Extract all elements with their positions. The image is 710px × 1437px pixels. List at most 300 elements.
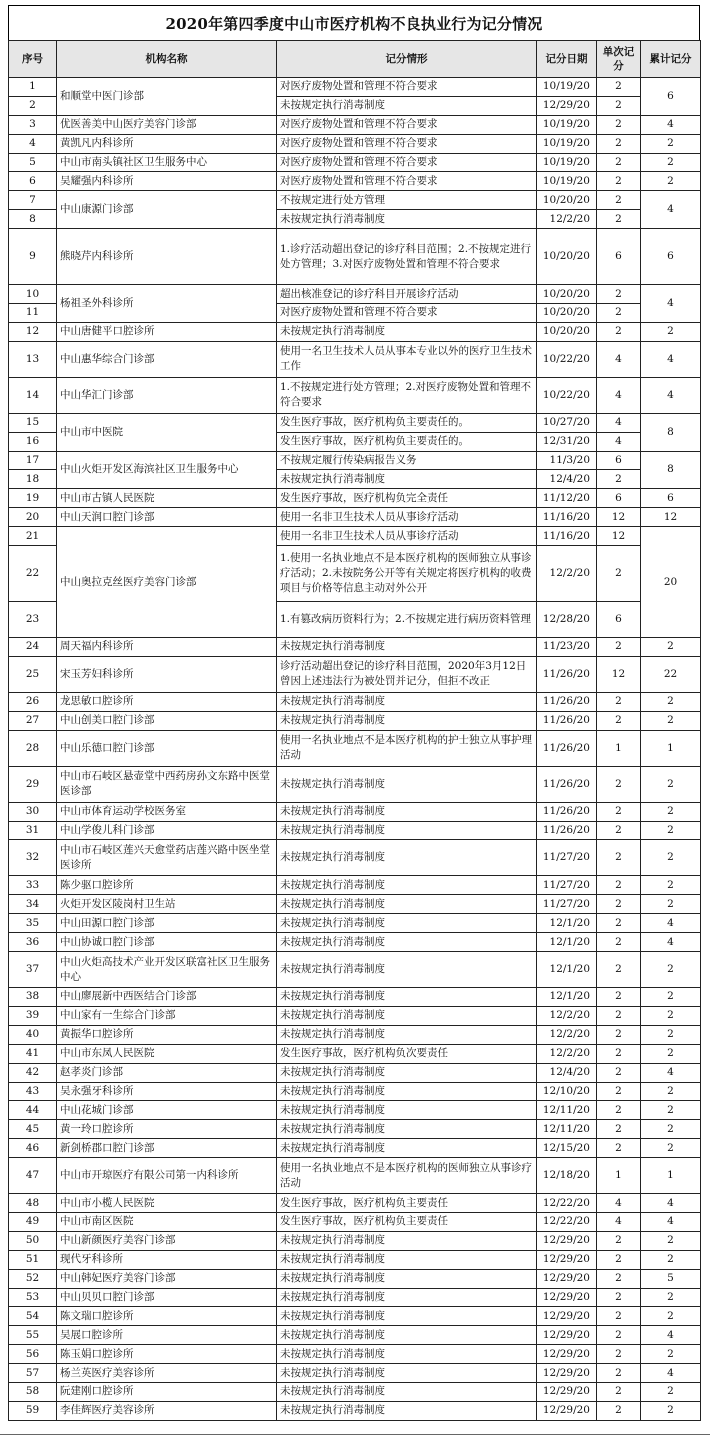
table-row	[9, 914, 701, 933]
table-row	[9, 952, 701, 988]
single-score-cell: 6	[597, 602, 641, 638]
row-number-cell: 56	[9, 1345, 57, 1364]
row-number-cell: 55	[9, 1326, 57, 1345]
violation-desc-cell: 未按规定执行消毒制度	[277, 470, 537, 489]
violation-desc-cell: 对医疗废物处置和管理不符合要求	[277, 172, 537, 191]
single-score-cell: 4	[597, 1194, 641, 1213]
table-row	[9, 489, 701, 508]
institution-name-cell: 李佳辉医疗美容诊所	[57, 1401, 277, 1420]
row-number-cell: 4	[9, 134, 57, 153]
table-row	[9, 656, 701, 692]
total-score-cell: 4	[641, 1364, 701, 1383]
score-table	[8, 40, 701, 1421]
total-score-cell: 2	[641, 766, 701, 802]
violation-desc-cell: 发生医疗事故，医疗机构负次要责任	[277, 1044, 537, 1063]
violation-desc-cell: 使用一名非卫生技术人员从事诊疗活动	[277, 527, 537, 546]
score-date-cell: 12/22/20	[537, 1194, 597, 1213]
violation-desc-cell: 未按规定执行消毒制度	[277, 1307, 537, 1326]
table-row	[9, 1231, 701, 1250]
violation-desc-cell: 未按规定执行消毒制度	[277, 821, 537, 840]
row-number-cell: 51	[9, 1250, 57, 1269]
score-date-cell: 12/28/20	[537, 602, 597, 638]
score-date-cell: 11/26/20	[537, 766, 597, 802]
total-score-cell: 2	[641, 1120, 701, 1139]
single-score-cell: 4	[597, 341, 641, 377]
row-number-cell: 30	[9, 802, 57, 821]
violation-desc-cell: 未按规定执行消毒制度	[277, 766, 537, 802]
single-score-cell: 12	[597, 656, 641, 692]
score-date-cell: 10/19/20	[537, 78, 597, 97]
table-row	[9, 1250, 701, 1269]
score-date-cell: 12/2/20	[537, 1006, 597, 1025]
institution-name-cell: 中山天润口腔门诊部	[57, 508, 277, 527]
single-score-cell: 1	[597, 730, 641, 766]
total-score-cell: 8	[641, 413, 701, 451]
institution-name-cell: 中山市开琼医疗有限公司第一内科诊所	[57, 1158, 277, 1194]
total-score-cell: 8	[641, 451, 701, 489]
single-score-cell: 4	[597, 413, 641, 432]
row-number-cell: 24	[9, 638, 57, 657]
score-date-cell: 12/2/20	[537, 546, 597, 602]
table-row	[9, 1364, 701, 1383]
single-score-cell: 12	[597, 508, 641, 527]
institution-name-cell: 中山贝贝口腔门诊部	[57, 1288, 277, 1307]
total-score-cell: 4	[641, 285, 701, 323]
header-score: 单次记分	[597, 41, 641, 78]
institution-name-cell: 新剑桥郡口腔门诊部	[57, 1139, 277, 1158]
institution-name-cell: 和顺堂中医门诊部	[57, 78, 277, 116]
single-score-cell: 2	[597, 153, 641, 172]
single-score-cell: 2	[597, 546, 641, 602]
table-row	[9, 115, 701, 134]
table-row	[9, 1326, 701, 1345]
single-score-cell: 2	[597, 1364, 641, 1383]
single-score-cell: 2	[597, 115, 641, 134]
score-date-cell: 10/27/20	[537, 413, 597, 432]
single-score-cell: 2	[597, 692, 641, 711]
score-date-cell: 12/29/20	[537, 1326, 597, 1345]
institution-name-cell: 黄振华口腔诊所	[57, 1025, 277, 1044]
single-score-cell: 2	[597, 840, 641, 876]
single-score-cell: 2	[597, 134, 641, 153]
score-date-cell: 12/1/20	[537, 952, 597, 988]
institution-name-cell: 中山市东凤人民医院	[57, 1044, 277, 1063]
table-row	[9, 153, 701, 172]
violation-desc-cell: 未按规定执行消毒制度	[277, 1401, 537, 1420]
total-score-cell: 4	[641, 115, 701, 134]
violation-desc-cell: 未按规定执行消毒制度	[277, 1139, 537, 1158]
total-score-cell: 2	[641, 988, 701, 1007]
single-score-cell: 2	[597, 172, 641, 191]
table-row	[9, 527, 701, 546]
violation-desc-cell: 未按规定执行消毒制度	[277, 914, 537, 933]
violation-desc-cell: 发生医疗事故，医疗机构负完全责任	[277, 489, 537, 508]
row-number-cell: 53	[9, 1288, 57, 1307]
row-number-cell: 14	[9, 377, 57, 413]
row-number-cell: 28	[9, 730, 57, 766]
score-date-cell: 12/4/20	[537, 1063, 597, 1082]
institution-name-cell: 陈文瑞口腔诊所	[57, 1307, 277, 1326]
institution-name-cell: 龙思敏口腔诊所	[57, 692, 277, 711]
row-number-cell: 40	[9, 1025, 57, 1044]
row-number-cell: 43	[9, 1082, 57, 1101]
institution-name-cell: 中山惠华综合门诊部	[57, 341, 277, 377]
row-number-cell: 49	[9, 1212, 57, 1231]
score-date-cell: 10/19/20	[537, 134, 597, 153]
score-date-cell: 11/27/20	[537, 895, 597, 914]
header-desc: 记分情形	[277, 41, 537, 78]
total-score-cell: 6	[641, 229, 701, 285]
total-score-cell: 2	[641, 895, 701, 914]
header-no: 序号	[9, 41, 57, 78]
row-number-cell: 16	[9, 432, 57, 451]
score-date-cell: 11/26/20	[537, 802, 597, 821]
institution-name-cell: 中山创美口腔门诊部	[57, 711, 277, 730]
violation-desc-cell: 未按规定执行消毒制度	[277, 1250, 537, 1269]
total-score-cell: 4	[641, 377, 701, 413]
violation-desc-cell: 未按规定执行消毒制度	[277, 1101, 537, 1120]
total-score-cell: 2	[641, 876, 701, 895]
row-number-cell: 11	[9, 304, 57, 323]
table-row	[9, 840, 701, 876]
single-score-cell: 2	[597, 1101, 641, 1120]
total-score-cell: 5	[641, 1269, 701, 1288]
table-row	[9, 134, 701, 153]
violation-desc-cell: 未按规定执行消毒制度	[277, 895, 537, 914]
single-score-cell: 2	[597, 952, 641, 988]
table-row	[9, 876, 701, 895]
row-number-cell: 1	[9, 78, 57, 97]
score-date-cell: 11/26/20	[537, 656, 597, 692]
single-score-cell: 4	[597, 432, 641, 451]
total-score-cell: 2	[641, 1006, 701, 1025]
violation-desc-cell: 未按规定执行消毒制度	[277, 1120, 537, 1139]
violation-desc-cell: 1.使用一名执业地点不是本医疗机构的医师独立从事诊疗活动；2.未按院务公开等有关规定将医疗机构的收费项目与价格等信息主动对外公开	[277, 546, 537, 602]
total-score-cell: 22	[641, 656, 701, 692]
single-score-cell: 2	[597, 1044, 641, 1063]
header-name: 机构名称	[57, 41, 277, 78]
total-score-cell: 2	[641, 638, 701, 657]
institution-name-cell: 中山奥拉克丝医疗美容门诊部	[57, 527, 277, 638]
score-date-cell: 10/20/20	[537, 229, 597, 285]
institution-name-cell: 中山田源口腔门诊部	[57, 914, 277, 933]
table-row	[9, 508, 701, 527]
score-date-cell: 12/2/20	[537, 1025, 597, 1044]
violation-desc-cell: 发生医疗事故，医疗机构负主要责任	[277, 1212, 537, 1231]
violation-desc-cell: 对医疗废物处置和管理不符合要求	[277, 153, 537, 172]
row-number-cell: 46	[9, 1139, 57, 1158]
total-score-cell: 2	[641, 1288, 701, 1307]
total-score-cell: 4	[641, 341, 701, 377]
total-score-cell: 2	[641, 172, 701, 191]
row-number-cell: 44	[9, 1101, 57, 1120]
single-score-cell: 2	[597, 1345, 641, 1364]
violation-desc-cell: 未按规定执行消毒制度	[277, 952, 537, 988]
table-row	[9, 730, 701, 766]
single-score-cell: 2	[597, 1250, 641, 1269]
row-number-cell: 38	[9, 988, 57, 1007]
row-number-cell: 35	[9, 914, 57, 933]
score-sheet	[8, 5, 700, 1421]
total-score-cell: 4	[641, 914, 701, 933]
table-row	[9, 1401, 701, 1420]
institution-name-cell: 杨祖圣外科诊所	[57, 285, 277, 323]
single-score-cell: 2	[597, 711, 641, 730]
row-number-cell: 37	[9, 952, 57, 988]
score-date-cell: 10/20/20	[537, 285, 597, 304]
institution-name-cell: 中山协诚口腔门诊部	[57, 933, 277, 952]
single-score-cell: 6	[597, 489, 641, 508]
table-row	[9, 172, 701, 191]
total-score-cell: 4	[641, 191, 701, 229]
institution-name-cell: 黄凯凡内科诊所	[57, 134, 277, 153]
score-date-cell: 10/20/20	[537, 322, 597, 341]
row-number-cell: 20	[9, 508, 57, 527]
single-score-cell: 2	[597, 1025, 641, 1044]
table-row	[9, 711, 701, 730]
single-score-cell: 2	[597, 1231, 641, 1250]
total-score-cell: 2	[641, 840, 701, 876]
row-number-cell: 36	[9, 933, 57, 952]
table-row	[9, 988, 701, 1007]
violation-desc-cell: 未按规定执行消毒制度	[277, 1006, 537, 1025]
score-date-cell: 12/1/20	[537, 914, 597, 933]
violation-desc-cell: 使用一名非卫生技术人员从事诊疗活动	[277, 508, 537, 527]
institution-name-cell: 中山学俊儿科门诊部	[57, 821, 277, 840]
violation-desc-cell: 未按规定执行消毒制度	[277, 988, 537, 1007]
row-number-cell: 6	[9, 172, 57, 191]
violation-desc-cell: 未按规定执行消毒制度	[277, 1025, 537, 1044]
score-date-cell: 12/1/20	[537, 988, 597, 1007]
institution-name-cell: 中山市南区医院	[57, 1212, 277, 1231]
table-row	[9, 1194, 701, 1213]
violation-desc-cell: 发生医疗事故，医疗机构负主要责任的。	[277, 413, 537, 432]
institution-name-cell: 黄一玲口腔诊所	[57, 1120, 277, 1139]
table-row	[9, 1307, 701, 1326]
row-number-cell: 29	[9, 766, 57, 802]
row-number-cell: 59	[9, 1401, 57, 1420]
violation-desc-cell: 未按规定执行消毒制度	[277, 711, 537, 730]
institution-name-cell: 中山市石岐区莲兴天愈堂药店莲兴路中医坐堂医诊所	[57, 840, 277, 876]
violation-desc-cell: 未按规定执行消毒制度	[277, 876, 537, 895]
institution-name-cell: 赵孝炎门诊部	[57, 1063, 277, 1082]
table-row	[9, 1382, 701, 1401]
institution-name-cell: 陈玉娟口腔诊所	[57, 1345, 277, 1364]
single-score-cell: 6	[597, 451, 641, 470]
total-score-cell: 2	[641, 1231, 701, 1250]
institution-name-cell: 中山火炬开发区海滨社区卫生服务中心	[57, 451, 277, 489]
institution-name-cell: 现代牙科诊所	[57, 1250, 277, 1269]
institution-name-cell: 中山市小榄人民医院	[57, 1194, 277, 1213]
table-row	[9, 1063, 701, 1082]
single-score-cell: 2	[597, 895, 641, 914]
violation-desc-cell: 未按规定执行消毒制度	[277, 1288, 537, 1307]
table-row	[9, 191, 701, 210]
violation-desc-cell: 未按规定执行消毒制度	[277, 840, 537, 876]
table-row	[9, 1345, 701, 1364]
score-date-cell: 12/29/20	[537, 96, 597, 115]
single-score-cell: 4	[597, 1212, 641, 1231]
violation-desc-cell: 1.有篡改病历资料行为；2.不按规定进行病历资料管理	[277, 602, 537, 638]
row-number-cell: 17	[9, 451, 57, 470]
table-body	[9, 78, 701, 1421]
single-score-cell: 2	[597, 638, 641, 657]
score-date-cell: 10/19/20	[537, 153, 597, 172]
row-number-cell: 7	[9, 191, 57, 210]
violation-desc-cell: 未按规定执行消毒制度	[277, 1382, 537, 1401]
violation-desc-cell: 未按规定执行消毒制度	[277, 1063, 537, 1082]
total-score-cell: 4	[641, 1326, 701, 1345]
table-row	[9, 451, 701, 470]
score-date-cell: 10/22/20	[537, 377, 597, 413]
single-score-cell: 2	[597, 191, 641, 210]
row-number-cell: 22	[9, 546, 57, 602]
row-number-cell: 18	[9, 470, 57, 489]
score-date-cell: 11/26/20	[537, 711, 597, 730]
table-row	[9, 285, 701, 304]
score-date-cell: 11/16/20	[537, 527, 597, 546]
table-row	[9, 1025, 701, 1044]
table-row	[9, 933, 701, 952]
score-date-cell: 11/26/20	[537, 730, 597, 766]
institution-name-cell: 中山唐健平口腔诊所	[57, 322, 277, 341]
single-score-cell: 2	[597, 1288, 641, 1307]
violation-desc-cell: 发生医疗事故，医疗机构负主要责任的。	[277, 432, 537, 451]
total-score-cell: 2	[641, 952, 701, 988]
score-date-cell: 12/29/20	[537, 1269, 597, 1288]
score-date-cell: 12/1/20	[537, 933, 597, 952]
violation-desc-cell: 未按规定执行消毒制度	[277, 1345, 537, 1364]
page-bottom-rule	[0, 1434, 710, 1435]
row-number-cell: 9	[9, 229, 57, 285]
single-score-cell: 2	[597, 766, 641, 802]
score-date-cell: 10/19/20	[537, 172, 597, 191]
score-date-cell: 12/29/20	[537, 1345, 597, 1364]
score-date-cell: 12/10/20	[537, 1082, 597, 1101]
institution-name-cell: 周天福内科诊所	[57, 638, 277, 657]
row-number-cell: 54	[9, 1307, 57, 1326]
table-row	[9, 895, 701, 914]
single-score-cell: 2	[597, 1082, 641, 1101]
single-score-cell: 2	[597, 1269, 641, 1288]
score-date-cell: 12/18/20	[537, 1158, 597, 1194]
score-date-cell: 12/29/20	[537, 1231, 597, 1250]
total-score-cell: 6	[641, 78, 701, 116]
single-score-cell: 2	[597, 1326, 641, 1345]
row-number-cell: 58	[9, 1382, 57, 1401]
institution-name-cell: 中山乐德口腔门诊部	[57, 730, 277, 766]
score-date-cell: 11/26/20	[537, 692, 597, 711]
row-number-cell: 42	[9, 1063, 57, 1082]
single-score-cell: 2	[597, 821, 641, 840]
violation-desc-cell: 使用一名执业地点不是本医疗机构的护士独立从事护理活动	[277, 730, 537, 766]
score-date-cell: 10/20/20	[537, 304, 597, 323]
violation-desc-cell: 诊疗活动超出登记的诊疗科目范围，2020年3月12日曾因上述违法行为被处罚并记分，但拒不改正	[277, 656, 537, 692]
score-date-cell: 12/29/20	[537, 1250, 597, 1269]
single-score-cell: 2	[597, 285, 641, 304]
institution-name-cell: 中山家有一生综合门诊部	[57, 1006, 277, 1025]
institution-name-cell: 熊晓芹内科诊所	[57, 229, 277, 285]
violation-desc-cell: 超出核准登记的诊疗科目开展诊疗活动	[277, 285, 537, 304]
total-score-cell: 2	[641, 1382, 701, 1401]
single-score-cell: 2	[597, 1063, 641, 1082]
violation-desc-cell: 1.不按规定进行处方管理；2.对医疗废物处置和管理不符合要求	[277, 377, 537, 413]
institution-name-cell: 中山火炬高技术产业开发区联富社区卫生服务中心	[57, 952, 277, 988]
table-row	[9, 638, 701, 657]
single-score-cell: 2	[597, 1139, 641, 1158]
institution-name-cell: 中山花城门诊部	[57, 1101, 277, 1120]
score-date-cell: 11/12/20	[537, 489, 597, 508]
row-number-cell: 21	[9, 527, 57, 546]
violation-desc-cell: 未按规定执行消毒制度	[277, 692, 537, 711]
total-score-cell: 12	[641, 508, 701, 527]
violation-desc-cell: 对医疗废物处置和管理不符合要求	[277, 304, 537, 323]
single-score-cell: 2	[597, 470, 641, 489]
single-score-cell: 2	[597, 988, 641, 1007]
single-score-cell: 2	[597, 933, 641, 952]
single-score-cell: 2	[597, 304, 641, 323]
score-date-cell: 12/11/20	[537, 1120, 597, 1139]
institution-name-cell: 中山华汇门诊部	[57, 377, 277, 413]
violation-desc-cell: 未按规定执行消毒制度	[277, 638, 537, 657]
row-number-cell: 25	[9, 656, 57, 692]
score-date-cell: 11/27/20	[537, 840, 597, 876]
total-score-cell: 4	[641, 1063, 701, 1082]
table-row	[9, 341, 701, 377]
violation-desc-cell: 使用一名卫生技术人员从事本专业以外的医疗卫生技术工作	[277, 341, 537, 377]
violation-desc-cell: 对医疗废物处置和管理不符合要求	[277, 115, 537, 134]
row-number-cell: 19	[9, 489, 57, 508]
row-number-cell: 10	[9, 285, 57, 304]
table-row	[9, 1288, 701, 1307]
table-row	[9, 692, 701, 711]
table-row	[9, 1006, 701, 1025]
score-date-cell: 11/3/20	[537, 451, 597, 470]
institution-name-cell: 吴耀强内科诊所	[57, 172, 277, 191]
institution-name-cell: 中山新颜医疗美容门诊部	[57, 1231, 277, 1250]
row-number-cell: 48	[9, 1194, 57, 1213]
row-number-cell: 45	[9, 1120, 57, 1139]
row-number-cell: 39	[9, 1006, 57, 1025]
score-date-cell: 12/31/20	[537, 432, 597, 451]
score-date-cell: 12/15/20	[537, 1139, 597, 1158]
table-row	[9, 322, 701, 341]
single-score-cell: 2	[597, 210, 641, 229]
total-score-cell: 2	[641, 802, 701, 821]
row-number-cell: 47	[9, 1158, 57, 1194]
single-score-cell: 12	[597, 527, 641, 546]
total-score-cell: 2	[641, 134, 701, 153]
violation-desc-cell: 对医疗废物处置和管理不符合要求	[277, 134, 537, 153]
institution-name-cell: 优医善美中山医疗美容门诊部	[57, 115, 277, 134]
row-number-cell: 15	[9, 413, 57, 432]
row-number-cell: 13	[9, 341, 57, 377]
single-score-cell: 2	[597, 914, 641, 933]
total-score-cell: 2	[641, 692, 701, 711]
single-score-cell: 2	[597, 802, 641, 821]
institution-name-cell: 阮建刚口腔诊所	[57, 1382, 277, 1401]
row-number-cell: 33	[9, 876, 57, 895]
institution-name-cell: 中山市古镇人民医院	[57, 489, 277, 508]
total-score-cell: 2	[641, 1401, 701, 1420]
table-row	[9, 1212, 701, 1231]
score-date-cell: 12/2/20	[537, 210, 597, 229]
institution-name-cell: 中山市体育运动学校医务室	[57, 802, 277, 821]
table-row	[9, 1120, 701, 1139]
score-date-cell: 12/29/20	[537, 1382, 597, 1401]
total-score-cell: 4	[641, 933, 701, 952]
table-row	[9, 766, 701, 802]
